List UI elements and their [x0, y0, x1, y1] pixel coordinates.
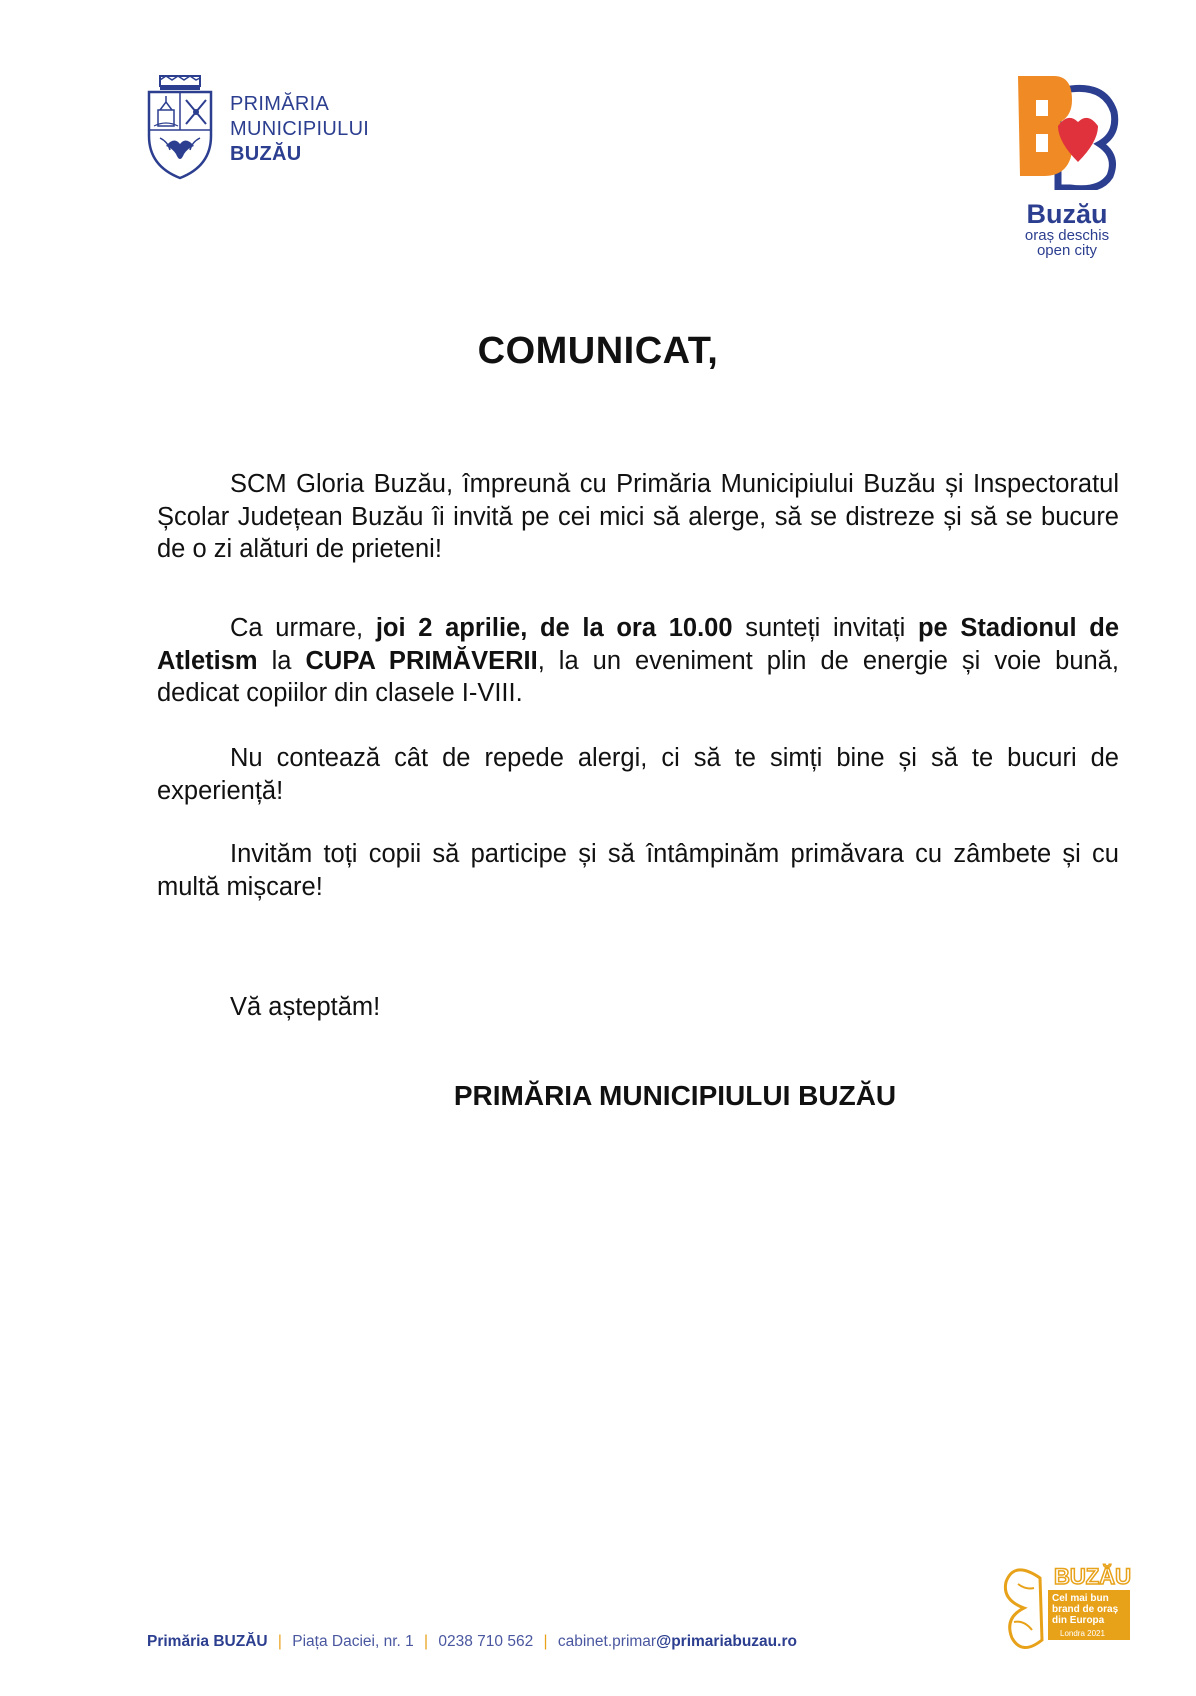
closing-line: Vă așteptăm!	[230, 993, 381, 1021]
footer-separator: |	[424, 1633, 429, 1650]
brand-slogan-line1: oraș deschis	[1024, 227, 1110, 244]
brand-name: Buzău	[1026, 199, 1108, 229]
badge-title: BUZĂU	[1054, 1564, 1131, 1589]
municipality-crest-icon	[146, 74, 214, 182]
p2-text-a: Ca urmare,	[230, 614, 376, 642]
badge-line4: Londra 2021	[1060, 1629, 1105, 1638]
footer-contact	[147, 1633, 797, 1651]
signature: PRIMĂRIA MUNICIPIULUI BUZĂU	[453, 1080, 897, 1111]
event-name: CUPA PRIMĂVERII	[305, 646, 538, 675]
municipality-line1: PRIMĂRIA	[230, 93, 330, 115]
footer-email-domain: @primariabuzau.ro	[656, 1633, 797, 1650]
municipality-line2: MUNICIPIULUI	[230, 118, 370, 140]
footer-email-user: cabinet.primar	[557, 1633, 657, 1650]
city-brand-wordmark	[1010, 200, 1124, 258]
paragraph-event-details	[157, 612, 1119, 710]
badge-line3: din Europa	[1052, 1615, 1105, 1626]
event-date-time: joi 2 aprilie, de la ora 10.00	[375, 614, 733, 642]
footer-separator: |	[277, 1633, 282, 1650]
p2-text-e: la	[257, 646, 306, 675]
footer-separator: |	[543, 1633, 548, 1650]
footer-address: Piața Daciei, nr. 1	[292, 1633, 414, 1650]
p2-text-g: , la un eveniment plin de energie și voie bună, dedicat copiilor din clasele I-VIII.	[157, 646, 1119, 707]
municipality-line3: BUZĂU	[230, 143, 302, 165]
paragraph-encouragement: Nu contează cât de repede alergi, ci să te simți bine și să te bucuri de experiență!	[157, 744, 1119, 805]
paragraph-invitation: Invităm toți copii să participe și să întâmpinăm primăvara cu zâmbete și cu multă mișcare!	[157, 840, 1119, 901]
city-brand-logo-icon	[1014, 72, 1120, 190]
footer-phone: 0238 710 562	[438, 1633, 534, 1650]
award-badge-icon	[1000, 1560, 1140, 1660]
brand-slogan-line2: open city	[1036, 242, 1098, 259]
document-title: COMUNICAT,	[477, 330, 719, 372]
p2-text-c: sunteți invitați	[732, 614, 918, 642]
footer-name: Primăria BUZĂU	[147, 1633, 268, 1650]
municipality-wordmark	[230, 92, 369, 167]
footer-email[interactable]	[558, 1633, 797, 1650]
badge-line1: Cel mai bun	[1052, 1593, 1109, 1604]
badge-line2: brand de oraș	[1052, 1604, 1119, 1615]
event-location: pe Stadionul de Atletism	[157, 614, 1120, 675]
paragraph-intro: SCM Gloria Buzău, împreună cu Primăria Municipiului Buzău și Inspectoratul Școlar Județean Buzău îi invită pe cei mici să alerge, să se distreze și să se bucure de o zi alături de prieteni!	[157, 470, 1119, 563]
